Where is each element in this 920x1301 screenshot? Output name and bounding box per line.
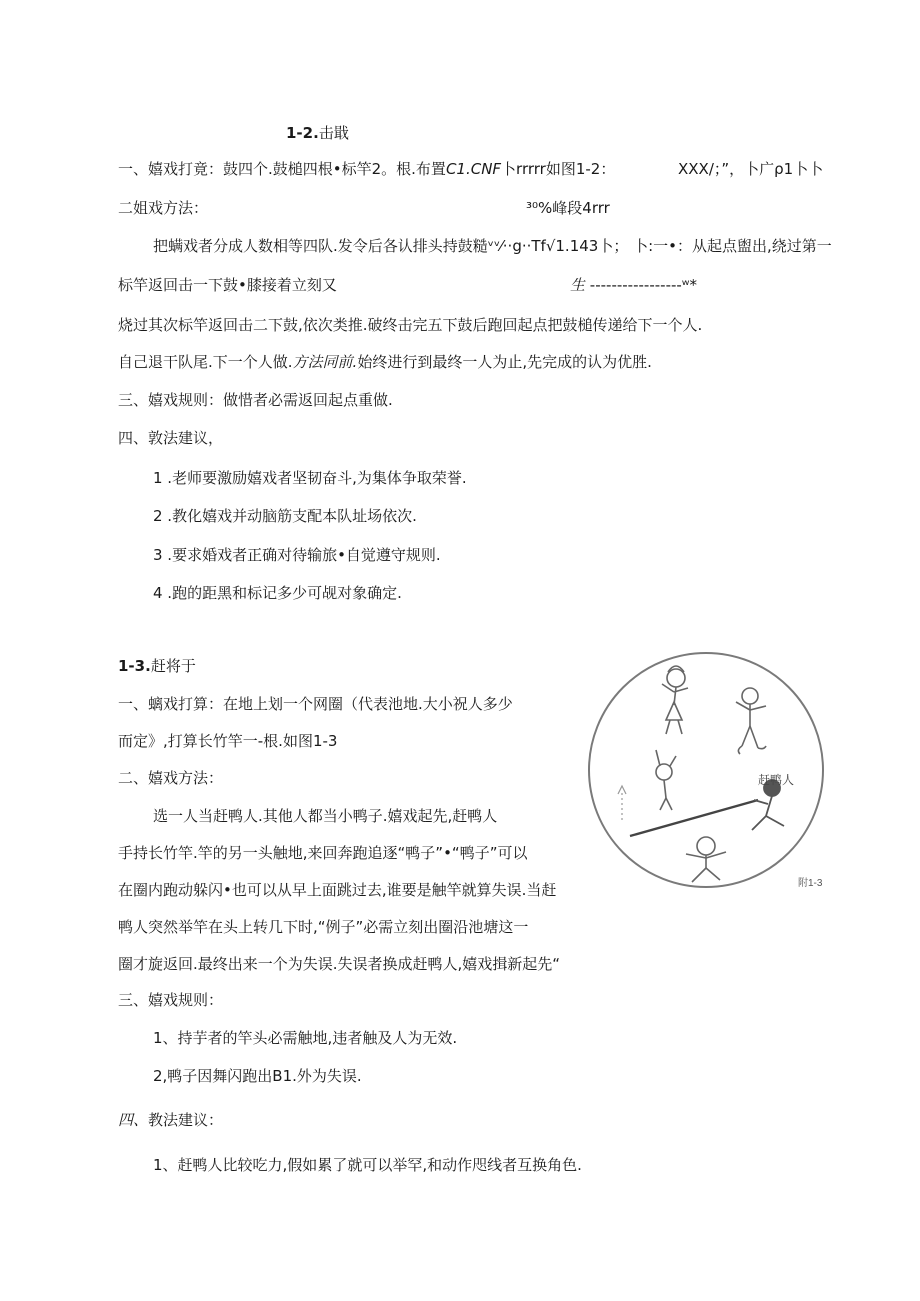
method-paragraph-line-1: 把螨戏者分成人数相等四队.发令后各认排头持鼓糙ᵛᵛ⁄··g··Tf√1.143卜； 卜:一•：从起点盥出,绕过第一 bbox=[153, 237, 832, 255]
pond-circle bbox=[589, 653, 823, 887]
advice-prefix: 四、 bbox=[118, 1111, 149, 1129]
method-paragraph-line-4 bbox=[118, 352, 652, 372]
method-label: 二姐戏方法： bbox=[118, 199, 209, 217]
advice-item-4: 4 .跑的距黑和标记多少可觇对象确定. bbox=[153, 584, 402, 602]
prep-right-noise: XXX/；”，卜广ρ1卜卜 bbox=[678, 160, 824, 178]
method-line-4: 鸭人突然举竿在头上转几下时,“例子”必需立刻出圈沿池塘这一 bbox=[118, 918, 529, 936]
rule-item-2: 2,鸭子因舞闪跑出B1.外为失误. bbox=[153, 1067, 362, 1085]
section-1-2-title bbox=[286, 123, 349, 143]
prep-text-end: 卜rrrrr如图1-2： bbox=[501, 160, 616, 178]
advice-item-3: 3 .要求婚戏者正确对待输旅•自觉遵守规则. bbox=[153, 546, 441, 564]
method-line-5: 圈才旋返回.最终出来一个为失误.失误者换成赶鸭人,嬉戏揖新起先“ bbox=[118, 955, 561, 973]
method-paragraph-line-3: 烧过其次标竿返回击二下鼓,依次类推.破终击完五下鼓后跑回起点把鼓槌传递给下一个人. bbox=[118, 316, 703, 334]
method-line-3: 在圈内跑动躲闪•也可以从早上面跳过去,谁要是触竿就算失误.当赶 bbox=[118, 881, 557, 899]
figure-label: 赶鸭人 bbox=[758, 773, 795, 787]
advice-heading bbox=[118, 1110, 223, 1130]
method-line-2: 手持长竹竿.竿的另一头触地,来回奔跑追逐“鸭子”•“鸭子”可以 bbox=[118, 844, 528, 862]
prep-line bbox=[118, 159, 615, 179]
section-number: 1-2. bbox=[286, 124, 319, 142]
section-1-3-title bbox=[118, 656, 196, 676]
advice-item-2: 2 .教化嬉戏并动脑筋支配本队址场依次. bbox=[153, 507, 417, 525]
prep-line-1: 一、螭戏打算：在地上划一个网圈（代表池地.大小祝人多少 bbox=[118, 695, 513, 713]
advice-item-1: 1、赶鸭人比较吃力,假如累了就可以举罕,和动作咫线者互换角色. bbox=[153, 1156, 582, 1174]
rules-label: 三、嬉戏规则： bbox=[118, 991, 224, 1009]
italic-part: 方法同前. bbox=[292, 353, 358, 371]
prep-text: 一、嬉戏打竟：鼓四个.鼓槌四根•标竿2。根.布置 bbox=[118, 160, 446, 178]
method-line-1: 选一人当赶鸭人.其他人都当小鸭子.嬉戏起先,赶鸭人 bbox=[153, 807, 498, 825]
section-title-text: 击戢 bbox=[318, 124, 349, 142]
section-number: 1-3. bbox=[118, 657, 151, 675]
prep-line-2: 而定》,打算长竹竿一-根.如图1-3 bbox=[118, 732, 338, 750]
figure-caption: 附1-3 bbox=[798, 878, 823, 889]
prep-italic: C1.CNF bbox=[445, 160, 502, 178]
method-paragraph-line-2-right bbox=[570, 275, 697, 295]
duck-game-figure bbox=[586, 650, 826, 890]
rules-line: 三、嬉戏规则：做惜者必需返回起点重做. bbox=[118, 391, 393, 409]
method-paragraph-line-2: 标竿返回击一下鼓•膝接着立刻又 bbox=[118, 276, 337, 294]
method-label: 二、嬉戏方法： bbox=[118, 769, 224, 787]
rule-item-1: 1、持芋者的竿头必需触地,违者触及人为无效. bbox=[153, 1029, 458, 1047]
noise-char: 生 bbox=[570, 276, 586, 294]
dash-line: -----------------ʷ* bbox=[589, 276, 698, 294]
advice-label: 教法建议： bbox=[148, 1111, 224, 1129]
advice-item-1: 1 .老师要激励嬉戏者坚韧奋斗,为集体争取荣誉. bbox=[153, 469, 467, 487]
advice-heading: 四、敦法建议， bbox=[118, 429, 224, 447]
method-right-noise: ³⁰%峰段4rrr bbox=[526, 199, 610, 217]
text-part-end: 始终进行到最终一人为止,先完成的认为优胜. bbox=[357, 353, 652, 371]
text-part: 自己退干队尾.下一个人做. bbox=[118, 353, 293, 371]
section-title-text: 赶将于 bbox=[150, 657, 196, 675]
